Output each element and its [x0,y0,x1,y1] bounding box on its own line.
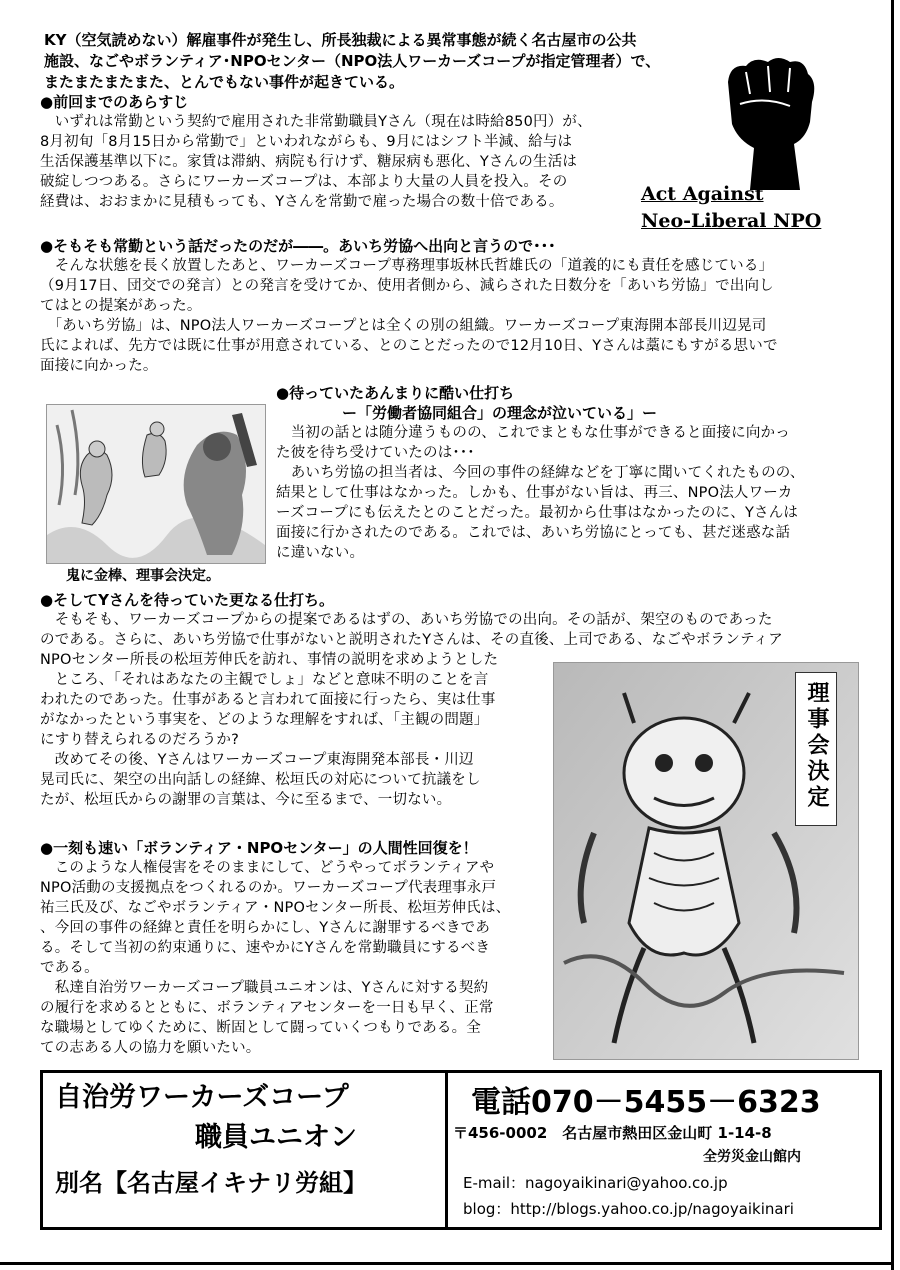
section-line: 晃司氏に、架空の出向話しの経緯、松垣氏の対応について抗議をし [40,772,481,788]
section-line: な職場としてゆくために、断固として闘っていくつもりである。全 [40,1020,481,1036]
section-line: そもそも、ワーカーズコープからの提案であるはずの、あいち労協での出向。その話が、架空のものであった [40,612,773,628]
section-line: このような人権侵害をそのままにして、どうやってボランティアや [40,860,495,876]
section-line: （9月17日、団交での発言）との発言を受けてか、使用者側から、減らされた日数分を「あいち労協」で出向し [40,278,774,294]
phone-number: 電話070－5455－6323 [471,1085,821,1120]
section-line: てはとの提案があった。 [40,298,202,314]
section-line: 8月初旬「8月15日から常勤で」といわれながらも、9月にはシフト半減、給与は [40,134,573,150]
section-line: 面接に行かされたのである。これでは、あいち労協にとっても、甚だ迷惑な話 [276,525,791,541]
section-line: の履行を求めるとともに、ボランティアセンターを一日も早く、正常 [40,1000,494,1016]
section-line: に違いない。 [276,545,365,561]
section-line: 結果として仕事はなかった。しかも、仕事がない旨は、再三、NPO法人ワーカ [276,485,793,501]
logo-text [641,181,837,235]
section-heading: ●そしてYさんを待っていた更なる仕打ち。 [40,591,334,609]
section-line: 祐三氏及び、なごやボランティア・NPOセンター所長、松垣芳伸氏は、 [40,900,511,916]
section-subheading: ー「労働者協同組合」の理念が泣いている」ー [342,404,658,422]
section-line: る。そして当初の約束通りに、速やかにYさんを常勤職員にするべき [40,940,491,956]
illustration-caption: 鬼に金棒、理事会決定。 [66,568,220,584]
section-line: 氏によれば、先方では既に仕事が用意されている、とのことだったので12月10日、Yさんは藁にもすがる思いで [40,338,778,354]
section-line: われたのであった。仕事があると言われて面接に行ったら、実は仕事 [40,692,496,708]
raised-fist-icon [720,52,828,190]
section-line: 改めてその後、Yさんはワーカーズコープ東海開発本部長・川辺 [40,752,474,768]
intro-line: またまたまたまた、とんでもない事件が起きている。 [44,73,405,91]
blog-link[interactable]: blog：http://blogs.yahoo.co.jp/nagoyaikinari [463,1200,794,1218]
section-heading: ●そもそも常勤という話だったのだが――。あいち労協へ出向と言うので･･･ [40,237,556,255]
intro-line: 施設、なごやボランティア･NPOセンター（NPO法人ワーカーズコープが指定管理者）で、 [44,52,661,70]
section-line: 、今回の事件の経緯と責任を明らかにし、Yさんに謝罪するべきであ [40,920,491,936]
building-name: 全労災金山館内 [703,1149,801,1165]
section-line: 経費は、おおまかに見積もっても、Yさんを常勤で雇った場合の数十倍である。 [40,194,564,210]
section-line: ーズコープにも伝えたとのことだった。最初から仕事はなかったのに、Yさんは [276,505,799,521]
section-line: あいち労協の担当者は、今回の事件の経緯などを丁寧に聞いてくれたものの、 [276,465,805,481]
org-name-line-2: 職員ユニオン [195,1122,357,1153]
org-name-line-1: 自治労ワーカーズコープ [55,1082,349,1113]
page-border-right [891,0,894,1270]
section-line: のである。さらに、あいち労協で仕事がないと説明されたYさんは、その直後、上司である、なごやボランティア [40,632,783,648]
contact-box [40,1070,882,1230]
section-line: である。 [40,960,99,976]
postal-address: 〒456-0002 名古屋市熱田区金山町 1-14-8 [453,1124,772,1142]
section-line: 面接に向かった。 [40,358,158,374]
section-line: 破綻しつつある。さらにワーカーズコープは、本部より大量の人員を投入。その [40,174,568,190]
section-line: いずれは常勤という契約で雇用された非常勤職員Yさん（現在は時給850円）が、 [40,114,592,130]
section-line: ての志ある人の協力を願いたい。 [40,1040,261,1056]
logo-line-1: Act Against [641,183,764,205]
vertical-label: 理事会決定 [804,681,829,811]
section-cruel-treatment [276,383,805,563]
logo-line-2: Neo-Liberal NPO [641,210,822,232]
section-line: 私達自治労ワーカーズコープ職員ユニオンは、Yさんに対する契約 [40,980,489,996]
section-line: がなかったという事実を、どのような理解をすれば、「主観の問題」 [40,712,489,728]
section-line: にすり替えられるのだろうか? [40,732,239,748]
section-heading: ●一刻も速い「ボランティア・NPOセンター」の人間性回復を！ [40,839,478,857]
section-heading: ●待っていたあんまりに酷い仕打ち [276,384,515,402]
section-line: 当初の話とは随分違うものの、これでまともな仕事ができると面接に向かっ [276,425,790,441]
email-link[interactable]: E-mail：nagoyaikinari@yahoo.co.jp [463,1174,728,1192]
intro-block [44,30,660,93]
contact-divider [445,1073,448,1227]
section-line: 「あいち労協」は、NPO法人ワーカーズコープとは全くの別の組織。ワーカーズコープ東海開本部長川辺晃司 [40,318,767,334]
section-line: ところ、「それはあなたの主観でしょ」などと意味不明のことを言 [40,672,489,688]
section-line: NPO活動の支援拠点をつくれるのか。ワーカーズコープ代表理事永戸 [40,880,497,896]
oni-demons-illustration [46,404,266,564]
section-line: 生活保護基準以下に。家賃は滞納、病院も行けず、糖尿病も悪化、Yさんの生活は [40,154,578,170]
section-line: た彼を待ち受けていたのは･･･ [276,445,475,461]
section-line: たが、松垣氏からの謝罪の言葉は、今に至るまで、一切ない。 [40,792,452,808]
org-alias: 別名【名古屋イキナリ労組】 [55,1169,367,1197]
intro-line: KY（空気読めない）解雇事件が発生し、所長独裁による異常事態が続く名古屋市の公共 [44,31,637,49]
section-line: NPOセンター所長の松垣芳伸氏を訪れ、事情の説明を求めようとした [40,652,499,668]
page-border-bottom [0,1262,894,1265]
section-heading: ●前回までのあらすじ [40,93,189,111]
section-restore-humanity [40,838,510,1058]
vertical-label-box [795,672,837,826]
section-line: そんな状態を長く放置したあと、ワーカーズコープ専務理事坂林氏哲雄氏の「道義的にも責任を感じている」 [40,258,774,274]
section-recap [40,92,592,212]
section-dispatch [40,236,778,376]
